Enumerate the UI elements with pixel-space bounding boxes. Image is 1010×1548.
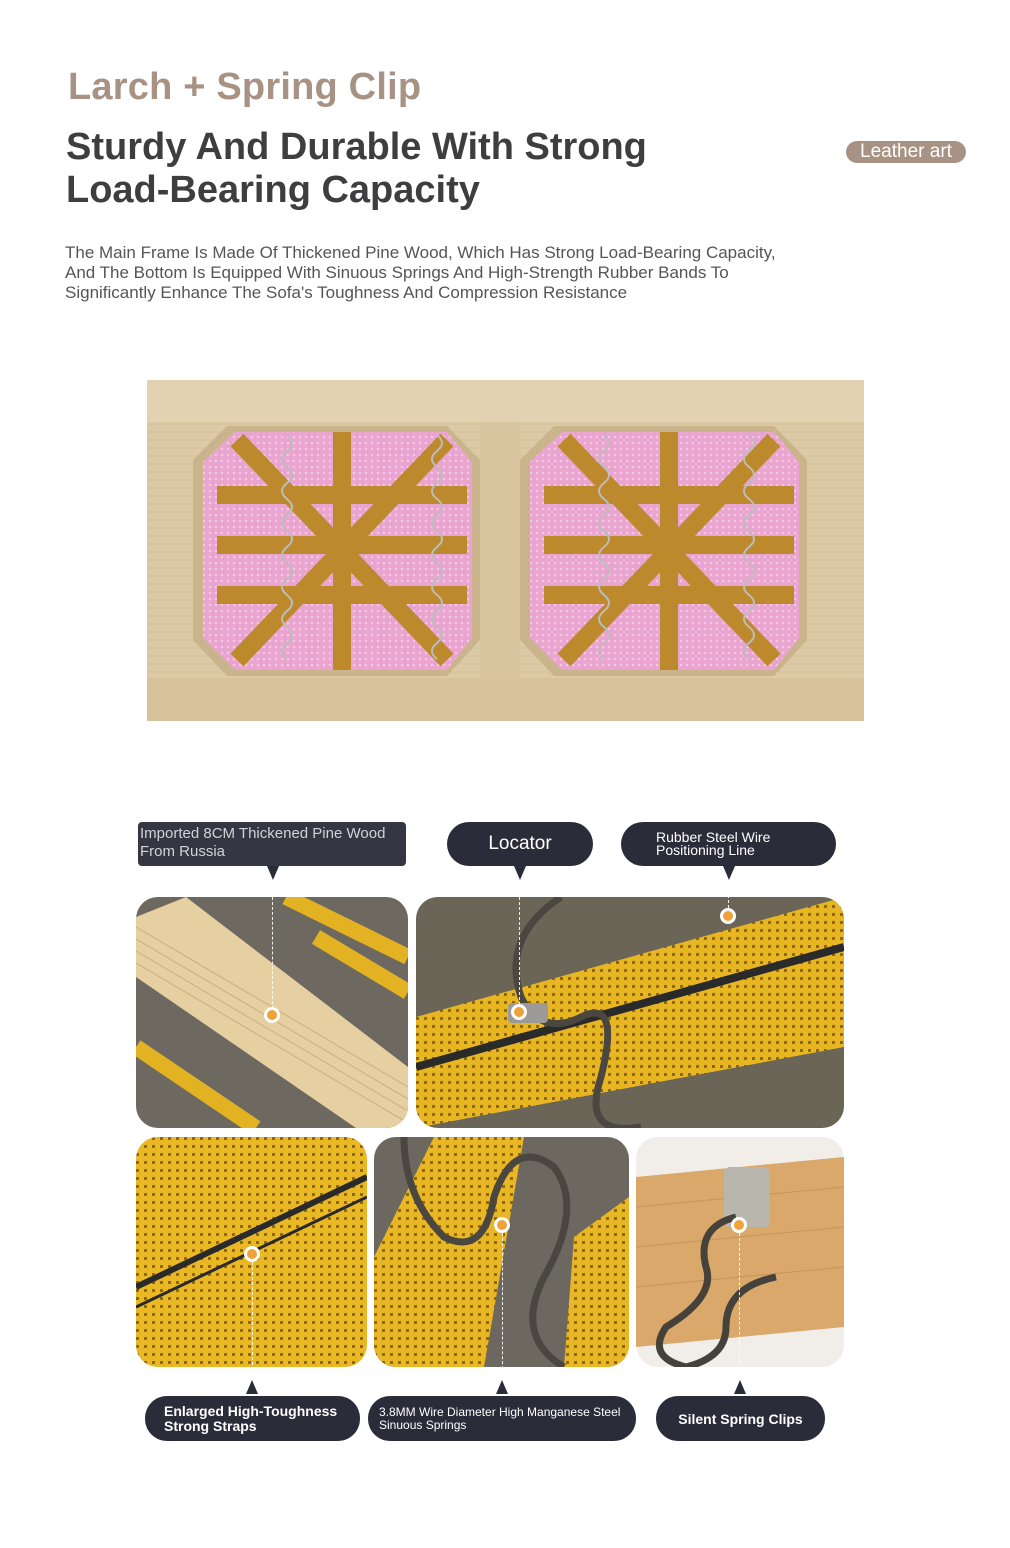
spring-clips-guide-line [739,1233,740,1379]
spring-clips-photo [636,1137,844,1367]
callout-pine-wood-pointer [267,866,279,880]
locator-guide-line [519,897,520,1005]
callout-positioning-line [621,822,836,866]
callout-locator [447,822,593,866]
callout-positioning-line-label: Rubber Steel Wire Positioning Line [656,829,771,858]
callout-locator-label: Locator [488,833,552,854]
callout-straps-pointer [246,1380,258,1394]
locator-photo [416,897,844,1128]
callout-spring-clips [656,1396,825,1441]
callout-spring-clips-label: Silent Spring Clips [678,1410,803,1427]
positioning-line-guide-line [728,880,729,908]
locator-marker-dot [511,1004,527,1020]
callout-springs [368,1396,636,1441]
springs-marker-dot [494,1217,510,1233]
callout-pine-wood [138,822,406,866]
callout-positioning-line-pointer [723,866,735,880]
product-description: The Main Frame Is Made Of Thickened Pine Wood, Which Has Strong Load-Bearing Capacity, And The Bottom Is Equipped With Sinuous Springs And High-Strength Rubber Bands To Significantly Enhance The Sofa's Toughness And Compression Resistance [65,243,776,302]
springs-guide-line [502,1233,503,1379]
callout-straps-label: Enlarged High-Toughness Strong Straps [164,1402,338,1434]
pine-wood-marker-dot [264,1007,280,1023]
positioning-line-marker-dot [720,908,736,924]
straps-guide-line [252,1262,253,1380]
spring-clips-marker-dot [731,1217,747,1233]
straps-marker-dot [244,1246,260,1262]
callout-locator-pointer [514,866,526,880]
callout-springs-label: 3.8MM Wire Diameter High Manganese Steel Sinuous Springs [379,1404,621,1432]
section-subtitle: Larch + Spring Clip [68,66,422,108]
callout-straps [145,1396,360,1441]
callout-pine-wood-label: Imported 8CM Thickened Pine Wood From Russia [140,825,386,860]
callout-spring-clips-pointer [734,1380,746,1394]
sofa-frame-image [147,380,864,721]
pine-wood-guide-line [272,897,273,1009]
callout-springs-pointer [496,1380,508,1394]
page-title: Sturdy And Durable With Strong Load-Bearing Capacity [66,126,647,211]
brand-badge: Leather art [846,141,966,163]
